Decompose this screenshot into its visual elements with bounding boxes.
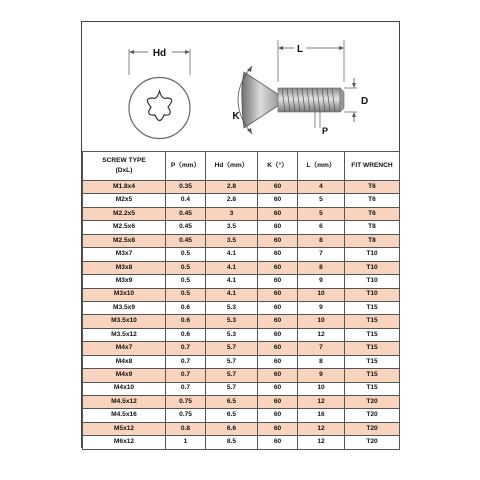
cell-angle: 60	[258, 382, 298, 395]
cell-length: 8	[298, 355, 345, 368]
column-header	[166, 152, 206, 181]
column-header-label: P（mm）	[170, 161, 201, 169]
cell-head-diameter: 8.5	[206, 436, 258, 449]
column-header	[83, 152, 166, 181]
cell-fit-wrench: T6	[345, 194, 400, 207]
cell-pitch: 0.45	[166, 207, 206, 220]
cell-screw-type: M3x8	[83, 261, 166, 274]
cell-fit-wrench: T6	[345, 207, 400, 220]
table-row	[83, 194, 400, 207]
d-dimension-label: D	[361, 96, 369, 107]
table-row	[83, 234, 400, 247]
column-header-label: SCREW TYPE	[102, 156, 146, 164]
cell-head-diameter: 3.5	[206, 234, 258, 247]
cell-length: 12	[298, 396, 345, 409]
table-row	[83, 369, 400, 382]
cell-head-diameter: 6.6	[206, 422, 258, 435]
cell-pitch: 0.5	[166, 261, 206, 274]
cell-length: 7	[298, 342, 345, 355]
cell-length: 4	[298, 181, 345, 194]
cell-pitch: 0.75	[166, 396, 206, 409]
table-row	[83, 422, 400, 435]
cell-pitch: 0.45	[166, 234, 206, 247]
hd-dimension-label: Hd	[152, 48, 167, 59]
cell-fit-wrench: T10	[345, 261, 400, 274]
table-row	[83, 261, 400, 274]
table-row	[83, 221, 400, 234]
cell-length: 12	[298, 436, 345, 449]
cell-angle: 60	[258, 301, 298, 314]
cell-length: 16	[298, 409, 345, 422]
cell-pitch: 0.7	[166, 382, 206, 395]
cell-fit-wrench: T15	[345, 301, 400, 314]
cell-screw-type: M3.5x12	[83, 328, 166, 341]
column-header	[298, 152, 345, 181]
cell-screw-type: M2.2x5	[83, 207, 166, 220]
cell-screw-type: M6x12	[83, 436, 166, 449]
table-row	[83, 396, 400, 409]
cell-screw-type: M2.5x6	[83, 221, 166, 234]
column-header-label: FIT WRENCH	[351, 161, 393, 169]
cell-angle: 60	[258, 221, 298, 234]
cell-angle: 60	[258, 422, 298, 435]
cell-pitch: 0.5	[166, 248, 206, 261]
cell-length: 7	[298, 248, 345, 261]
cell-fit-wrench: T15	[345, 369, 400, 382]
cell-angle: 60	[258, 342, 298, 355]
cell-length: 10	[298, 288, 345, 301]
table-row	[83, 382, 400, 395]
k-angle-label: K	[232, 111, 240, 122]
cell-pitch: 0.35	[166, 181, 206, 194]
cell-length: 6	[298, 221, 345, 234]
cell-angle: 60	[258, 275, 298, 288]
table-row	[83, 342, 400, 355]
cell-screw-type: M2x5	[83, 194, 166, 207]
cell-length: 9	[298, 275, 345, 288]
spec-sheet	[81, 21, 400, 448]
cell-pitch: 0.45	[166, 221, 206, 234]
cell-fit-wrench: T10	[345, 275, 400, 288]
cell-fit-wrench: T20	[345, 409, 400, 422]
cell-angle: 60	[258, 288, 298, 301]
cell-screw-type: M4x9	[83, 369, 166, 382]
cell-pitch: 0.5	[166, 288, 206, 301]
cell-fit-wrench: T15	[345, 315, 400, 328]
cell-angle: 60	[258, 248, 298, 261]
spec-table	[82, 151, 400, 450]
table-row	[83, 355, 400, 368]
cell-fit-wrench: T15	[345, 355, 400, 368]
cell-head-diameter: 4.1	[206, 275, 258, 288]
cell-head-diameter: 5.7	[206, 355, 258, 368]
cell-head-diameter: 4.1	[206, 261, 258, 274]
column-header	[258, 152, 298, 181]
cell-head-diameter: 3.5	[206, 221, 258, 234]
p-pitch-label: P	[322, 126, 329, 136]
cell-head-diameter: 6.5	[206, 396, 258, 409]
cell-angle: 60	[258, 315, 298, 328]
cell-angle: 60	[258, 194, 298, 207]
cell-fit-wrench: T6	[345, 181, 400, 194]
column-header-sublabel: (DxL)	[115, 166, 133, 174]
column-header-label: Hd（mm）	[214, 161, 249, 169]
cell-screw-type: M3x9	[83, 275, 166, 288]
cell-head-diameter: 5.3	[206, 301, 258, 314]
cell-screw-type: M5x12	[83, 422, 166, 435]
cell-length: 5	[298, 194, 345, 207]
column-header	[345, 152, 400, 181]
cell-angle: 60	[258, 328, 298, 341]
cell-angle: 60	[258, 207, 298, 220]
screw-side-view	[232, 40, 368, 136]
cell-screw-type: M4x10	[83, 382, 166, 395]
cell-screw-type: M1.8x4	[83, 181, 166, 194]
cell-angle: 60	[258, 436, 298, 449]
cell-fit-wrench: T8	[345, 221, 400, 234]
table-row	[83, 207, 400, 220]
table-row	[83, 436, 400, 449]
cell-angle: 60	[258, 355, 298, 368]
table-row	[83, 181, 400, 194]
cell-screw-type: M4x8	[83, 355, 166, 368]
cell-head-diameter: 6.5	[206, 409, 258, 422]
cell-fit-wrench: T20	[345, 436, 400, 449]
cell-length: 10	[298, 315, 345, 328]
cell-head-diameter: 5.3	[206, 328, 258, 341]
cell-length: 12	[298, 328, 345, 341]
head-top-view	[129, 48, 190, 139]
cell-screw-type: M2.5x8	[83, 234, 166, 247]
cell-screw-type: M3.5x10	[83, 315, 166, 328]
table-row	[83, 409, 400, 422]
table-row	[83, 301, 400, 314]
cell-head-diameter: 5.7	[206, 369, 258, 382]
cell-fit-wrench: T15	[345, 328, 400, 341]
cell-pitch: 0.75	[166, 409, 206, 422]
cell-length: 5	[298, 207, 345, 220]
cell-angle: 60	[258, 234, 298, 247]
cell-head-diameter: 5.7	[206, 382, 258, 395]
cell-angle: 60	[258, 261, 298, 274]
cell-pitch: 0.6	[166, 328, 206, 341]
spec-table-header	[83, 152, 400, 181]
cell-head-diameter: 5.3	[206, 315, 258, 328]
cell-fit-wrench: T15	[345, 382, 400, 395]
cell-pitch: 0.4	[166, 194, 206, 207]
spec-table-body	[83, 181, 400, 450]
cell-angle: 60	[258, 396, 298, 409]
cell-length: 8	[298, 261, 345, 274]
cell-length: 9	[298, 369, 345, 382]
cell-head-diameter: 2.8	[206, 181, 258, 194]
column-header-label: L（mm）	[306, 161, 336, 169]
cell-angle: 60	[258, 409, 298, 422]
cell-screw-type: M3x7	[83, 248, 166, 261]
column-header-label: K（°）	[267, 161, 288, 169]
cell-fit-wrench: T15	[345, 342, 400, 355]
cell-pitch: 0.5	[166, 275, 206, 288]
cell-head-diameter: 2.8	[206, 194, 258, 207]
cell-length: 10	[298, 382, 345, 395]
cell-pitch: 0.7	[166, 369, 206, 382]
cell-pitch: 0.8	[166, 422, 206, 435]
cell-fit-wrench: T10	[345, 248, 400, 261]
cell-length: 9	[298, 301, 345, 314]
table-row	[83, 328, 400, 341]
cell-head-diameter: 4.1	[206, 288, 258, 301]
cell-length: 12	[298, 422, 345, 435]
cell-pitch: 1	[166, 436, 206, 449]
cell-fit-wrench: T20	[345, 422, 400, 435]
cell-pitch: 0.7	[166, 355, 206, 368]
cell-fit-wrench: T8	[345, 234, 400, 247]
table-row	[83, 315, 400, 328]
cell-screw-type: M3x10	[83, 288, 166, 301]
table-row	[83, 248, 400, 261]
cell-pitch: 0.6	[166, 315, 206, 328]
cell-head-diameter: 4.1	[206, 248, 258, 261]
table-row	[83, 288, 400, 301]
cell-screw-type: M4x7	[83, 342, 166, 355]
cell-head-diameter: 5.7	[206, 342, 258, 355]
cell-pitch: 0.6	[166, 301, 206, 314]
l-dimension-label: L	[296, 44, 304, 55]
cell-length: 8	[298, 234, 345, 247]
cell-pitch: 0.7	[166, 342, 206, 355]
cell-angle: 60	[258, 181, 298, 194]
cell-angle: 60	[258, 369, 298, 382]
cell-screw-type: M4.5x12	[83, 396, 166, 409]
cell-fit-wrench: T20	[345, 396, 400, 409]
cell-fit-wrench: T10	[345, 288, 400, 301]
table-row	[83, 275, 400, 288]
screw-diagram	[82, 22, 399, 149]
column-header	[206, 152, 258, 181]
cell-screw-type: M3.5x9	[83, 301, 166, 314]
cell-screw-type: M4.5x16	[83, 409, 166, 422]
cell-head-diameter: 3	[206, 207, 258, 220]
